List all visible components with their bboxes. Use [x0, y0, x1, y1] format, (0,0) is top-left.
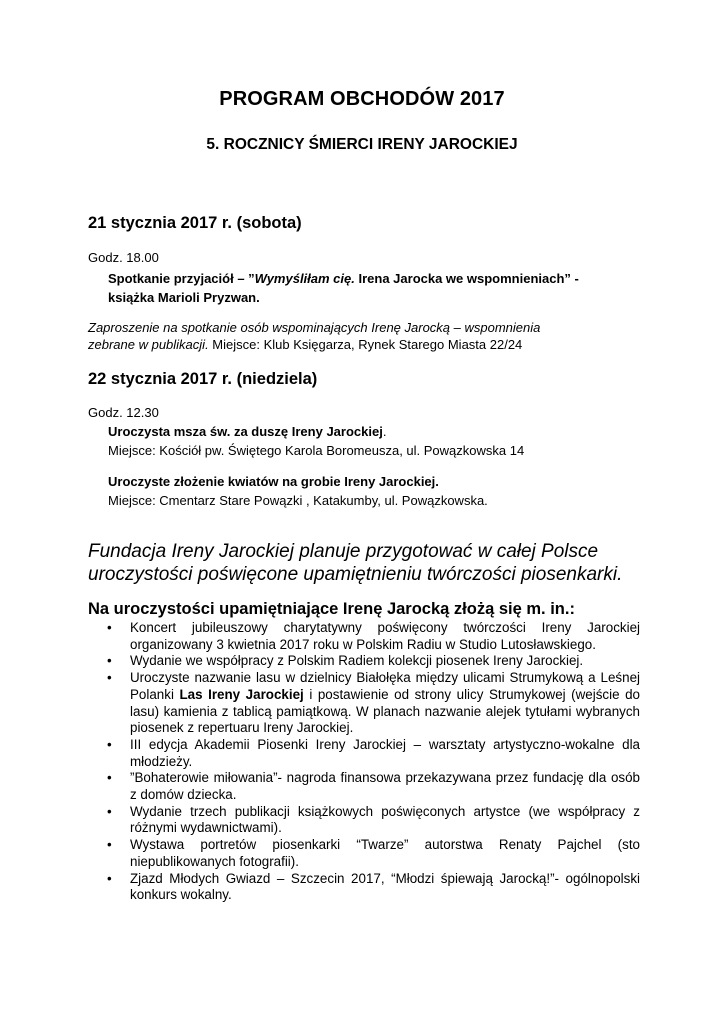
day1-event-part-a: Spotkanie przyjaciół – ” [108, 271, 255, 286]
list-item-text-c: i postawienie od strony ulicy Strumykowej (wejście do lasu) kamienia z tablicą pamiątkową. W planach nazwanie alejek tytułami wybranych piosenek z repertuaru Ireny Jarockiej. [130, 686, 640, 736]
day2-date: 22 stycznia 2017 r. (niedziela) [88, 370, 318, 388]
list-item-text: Wystawa portretów piosenkarki “Twarze” autorstwa Renaty Pajchel (sto niepublikowanych fotografii). [130, 837, 640, 869]
list-item-text: ”Bohaterowie miłowania”- nagroda finansowa przekazywana przez fundację dla osób z domów dziecka. [130, 770, 640, 803]
bullet-icon: • [107, 837, 112, 853]
day2-time: Godz. 12.30 [88, 405, 159, 420]
list-item-text: Koncert jubileuszowy charytatywny poświęcony twórczości Ireny Jarockiej organizowany 3 kwietnia 2017 roku w Polskim Radiu w Studio Lutosławskiego. [130, 620, 640, 652]
list-item-text: III edycja Akademii Piosenki Ireny Jarockiej – warsztaty artystyczno-wokalne dla młodzieży. [130, 736, 640, 769]
day1-note-line1: Zaproszenie na spotkanie osób wspominających Irenę Jarocką – wspomnienia [88, 320, 541, 335]
page-subtitle: 5. ROCZNICY ŚMIERCI IRENY JAROCKIEJ [206, 136, 518, 153]
day2-mass-dot: . [382, 424, 387, 439]
day1-event-line1 [108, 271, 579, 286]
bullet-icon: • [107, 870, 112, 886]
list-item [105, 770, 640, 803]
day2-mass [108, 424, 386, 439]
day2-flowers-place: Miejsce: Cmentarz Stare Powązki , Katakumby, ul. Powązkowska. [108, 493, 488, 508]
list-heading: Na uroczystości upamiętniające Irenę Jarocką złożą się m. in.: [88, 600, 575, 618]
bullet-icon: • [107, 803, 112, 819]
day2-mass-place: Miejsce: Kościół pw. Świętego Karola Boromeusza, ul. Powązkowska 14 [108, 443, 525, 458]
list-item-text: Wydanie trzech publikacji książkowych poświęconych artystce (we współpracy z różnymi wydawnictwami). [130, 803, 640, 836]
list-item-text: Zjazd Młodych Gwiazd – Szczecin 2017, “Młodzi śpiewają Jarocką!”- ogólnopolski konkurs wokalny. [130, 870, 640, 903]
bullet-icon: • [107, 620, 112, 635]
list-item-text-a: Uroczyste nazwanie lasu w dzielnicy Białołęka między ulicami Strumykową a Leśnej Polanki [130, 670, 640, 702]
bullet-icon: • [107, 770, 112, 786]
list-item [105, 737, 640, 770]
list-item [105, 670, 640, 737]
day1-date: 21 stycznia 2017 r. (sobota) [88, 214, 302, 232]
day1-time: Godz. 18.00 [88, 250, 159, 265]
foundation-line2: uroczystości poświęcone upamiętnieniu twórczości piosenkarki. [88, 564, 623, 585]
list-item-text: Wydanie we współpracy z Polskim Radiem kolekcji piosenek Ireny Jarockiej. [130, 653, 584, 669]
bullet-icon: • [107, 736, 112, 752]
bullet-icon: • [107, 670, 112, 686]
list-item [105, 871, 640, 904]
events-list [105, 620, 640, 904]
list-item [105, 837, 640, 870]
list-item [105, 804, 640, 837]
day2-flowers: Uroczyste złożenie kwiatów na grobie Ireny Jarockiej. [108, 474, 439, 489]
bullet-icon: • [107, 653, 112, 669]
foundation-line1: Fundacja Ireny Jarockiej planuje przygotować w całej Polsce [88, 541, 599, 562]
day1-note-italic: zebrane w publikacji. [88, 337, 209, 352]
day1-event-line2: książka Marioli Pryzwan. [108, 290, 260, 305]
day1-note-line2 [88, 337, 522, 352]
forest-name: Las Ireny Jarockiej [179, 686, 304, 702]
list-item [105, 620, 640, 653]
day1-event-book-title: Wymyśliłam cię. [254, 271, 355, 286]
page-title: PROGRAM OBCHODÓW 2017 [219, 88, 505, 110]
list-item [105, 653, 640, 670]
list-item-text [130, 670, 640, 735]
day1-event-part-c: Irena Jarocka we wspomnieniach” - [354, 271, 579, 286]
day1-note-place: Miejsce: Klub Księgarza, Rynek Starego Miasta 22/24 [208, 337, 523, 352]
day2-mass-title: Uroczysta msza św. za duszę Ireny Jarockiej [108, 424, 383, 439]
